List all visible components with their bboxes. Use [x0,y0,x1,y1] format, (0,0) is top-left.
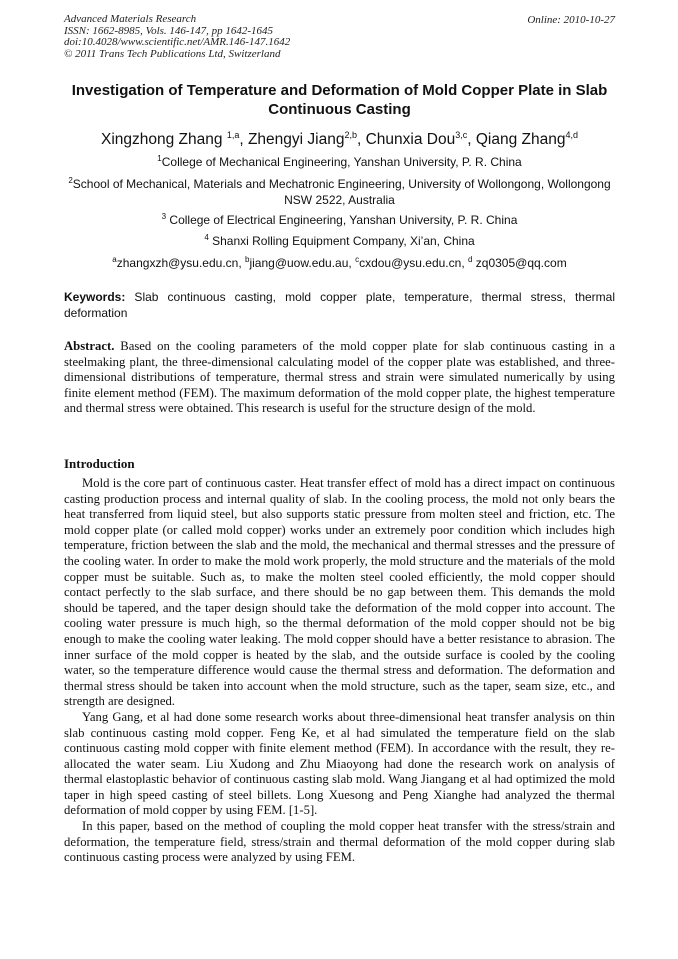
author-name: Qiang Zhang [475,131,566,148]
abstract [64,339,615,417]
abstract-label: Abstract. [64,339,115,353]
email-link[interactable]: jiang@uow.edu.au [249,256,349,270]
email-link[interactable]: zq0305@qq.com [472,256,567,270]
email-link[interactable]: zhangxzh@ysu.edu.cn [116,256,239,270]
online-date: Online: 2010-10-27 [527,14,615,26]
introduction-heading: Introduction [64,456,135,471]
paper-title: Investigation of Temperature and Deformation of Mold Copper Plate in Slab Continuous Casting [71,82,608,118]
affiliation-4 [64,234,615,250]
keywords-label: Keywords: [64,290,126,304]
journal-name: Advanced Materials Research [64,13,197,25]
author-name: Chunxia Dou [365,131,456,148]
email-link[interactable]: cxdou@ysu.edu.cn [359,256,462,270]
email-sup: b [245,255,250,264]
affiliation-text: Shanxi Rolling Equipment Company, Xi’an, China [208,234,475,248]
author-sup: 2,b [344,129,357,140]
author-sup: 1,a [226,129,240,140]
affiliation-sup: 4 [204,233,209,242]
affiliation-sup: 1 [157,154,162,163]
email-sup: a [112,255,117,264]
email-sup: d [468,255,473,264]
affiliation-1 [64,155,615,171]
keywords-text: Slab continuous casting, mold copper plate, temperature, thermal stress, thermal deformation [64,290,615,320]
affiliation-sup: 2 [68,176,73,185]
introduction-body [64,476,615,866]
author-name: Zhengyi Jiang [247,131,345,148]
paragraph: In this paper, based on the method of coupling the mold copper heat transfer with the stress/strain and deformation, the temperature field, stress/strain and thermal deformation of the mold copper during slab continuous casting process were analyzed by using FEM. [64,819,615,865]
affiliation-sup: 3 [161,212,167,221]
paragraph: Yang Gang, et al had done some research works about three-dimensional heat transfer analysis on thin slab continuous casting mold copper. Feng Ke, et al had simulated the temperature field on the slab continuous casting mold copper with finite element method (FEM). In accordance with the result, they re-allocated the water seam. Liu Xudong and Zhu Miaoyong had done the research work on analysis of thermal elastoplastic behavior of continuous casting slab mold. Wang Jiangang et al had optimized the mold taper in high speed casting of steel billets. Long Xuesong and Peng Xianghe had analyzed the thermal deformation of mold copper by using FEM. [1-5]. [64,709,615,818]
journal-header [64,14,290,60]
abstract-text: Based on the cooling parameters of the mold copper plate for slab continuous casting in a steelmaking plant, the three-dimensional calculating model of the copper plate was established, and three-dimensional distributions of temperature, thermal stress and strain were simulated numerically by using finite element method (FEM). The maximum deformation of the mold copper plate, the highest temperature and thermal stress were obtained. This research is useful for the structure design of the mold. [64,339,615,416]
email-line: $^a$zhangxzh@ysu.edu.cn, $^b$jiang@uow.edu.au, $^c$cxdou@ysu.edu.cn, $^d$ zq0305@qq.com [112,255,567,270]
author-list: Xingzhong Zhang $^{1,a}$, Zhengyi Jiang$^{2,b}$, Chunxia Dou$^{3,c}$, Qiang Zhang$^{4,d}$ [100,129,578,148]
doi-line: doi:10.4028/www.scientific.net/AMR.146-147.1642 [64,36,291,48]
email-sup: c [355,255,360,264]
affiliation-text: College of Electrical Engineering, Yanshan University, P. R. China [166,213,518,227]
affiliation-text: School of Mechanical, Materials and Mechatronic Engineering, University of Wollongong, Wollongong NSW 2522, Australia [72,177,611,207]
affiliation-text: College of Mechanical Engineering, Yanshan University, P. R. China [161,155,522,169]
keywords [64,290,615,321]
paragraph: Mold is the core part of continuous caster. Heat transfer effect of mold has a direct impact on continuous casting production process and internal quality of slab. In the cooling process, the mold not only bears the heat transferred from liquid steel, but also supports static pressure from molten steel and friction, etc. The mold copper plate (or called mold copper) works under an extremely poor condition which includes high temperature, friction between the slab and the mold, the mechanical and thermal stresses and the pressure of the cooling water. In order to make the mold work properly, the mold structure and the materials of the mold copper must be suitable. Such as, to make the molten steel cooled efficiently, the mold copper should contact perfectly to the slab surface, and there should be no gap between them. This demands the mold should be tapered, and the taper design should take the deformation of the mold copper into account. The cooling water pressure is much high, so the thermal deformation of the mold copper should not be big enough to make the cooling water leaking. The mold copper should have a better resistance to abrasion. The inner surface of the mold copper is heated by the slab, and the outside surface is cooled by the cooling water, so the temperature difference would cause the thermal stress and deformation. The deformation and thermal stress should be taken into account when the mold structure, such as the taper, seam size, etc., and strength are designed. [64,476,615,709]
affiliation-3 [64,213,615,229]
author-sup: 4,d [565,129,578,140]
affiliation-2 [64,177,615,208]
issn-line: ISSN: 1662-8985, Vols. 146-147, pp 1642-1645 [64,24,273,37]
copyright-line: © 2011 Trans Tech Publications Ltd, Switzerland [64,47,281,60]
author-sup: 3,c [455,129,468,140]
author-name: Xingzhong Zhang [100,131,223,148]
